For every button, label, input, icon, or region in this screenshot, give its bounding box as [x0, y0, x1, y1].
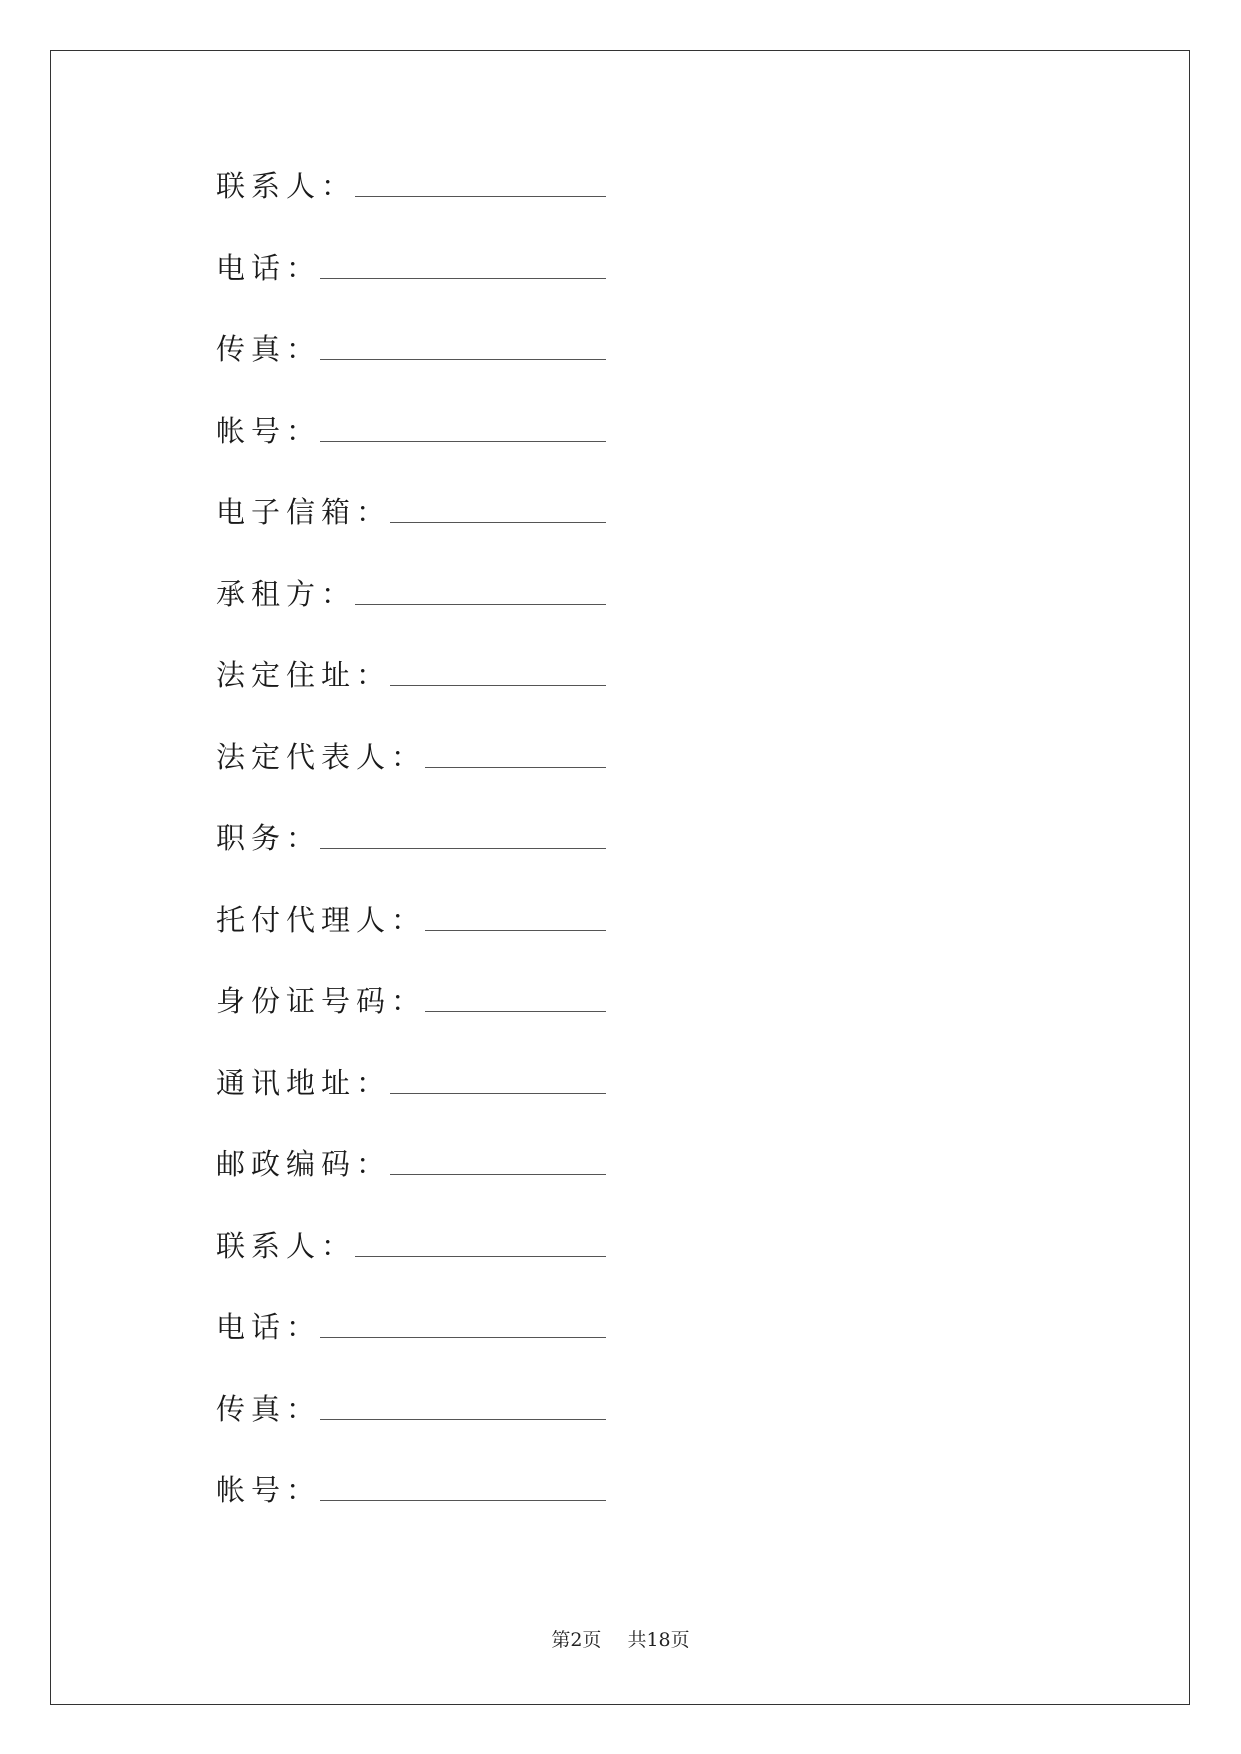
fill-in-blank[interactable]: [320, 1301, 606, 1338]
fill-in-blank[interactable]: [425, 894, 606, 931]
fill-in-blank[interactable]: [355, 568, 606, 605]
form-row-fax-2: [216, 1391, 606, 1473]
form-row-contact-person-2: [216, 1228, 606, 1310]
field-label: 职务: [216, 821, 287, 855]
field-label: 电话: [216, 1310, 287, 1344]
form-row-account-2: [216, 1472, 606, 1554]
field-label: 法定代表人: [216, 739, 392, 774]
field-label: 邮政编码: [216, 1147, 357, 1181]
form-row-position: [216, 820, 606, 902]
field-colon: ：: [356, 658, 386, 692]
form-row-legal-address: [216, 657, 606, 739]
field-colon: ：: [286, 1391, 316, 1426]
field-label: 电子信箱: [216, 495, 357, 529]
field-label: 联系人: [216, 1228, 322, 1263]
fill-in-blank[interactable]: [425, 731, 606, 768]
fill-in-blank[interactable]: [390, 1057, 606, 1094]
form-row-lessee: [216, 576, 606, 658]
field-label: 联系人: [216, 169, 322, 203]
page-footer: [0, 1625, 1241, 1652]
field-label: 身份证号码: [216, 984, 392, 1018]
field-label: 帐号: [216, 1473, 287, 1507]
fill-in-blank[interactable]: [390, 649, 606, 686]
field-label: 托付代理人: [216, 902, 392, 937]
form-row-contact-person: [216, 168, 606, 250]
field-label: 传真: [216, 1391, 287, 1426]
page-number-total: 共18页: [627, 1629, 690, 1651]
form-row-email: [216, 494, 606, 576]
form-row-account: [216, 413, 606, 495]
field-colon: ：: [286, 332, 316, 366]
field-colon: ：: [356, 1065, 386, 1100]
field-colon: ：: [321, 576, 351, 611]
field-label: 电话: [216, 250, 287, 285]
fill-in-blank[interactable]: [320, 323, 606, 360]
fill-in-blank[interactable]: [355, 160, 606, 197]
field-colon: ：: [286, 1473, 316, 1507]
field-colon: ：: [356, 1147, 386, 1181]
field-colon: ：: [286, 821, 316, 855]
field-label: 通讯地址: [216, 1065, 357, 1100]
field-colon: ：: [391, 739, 421, 774]
fill-in-blank[interactable]: [355, 1220, 606, 1257]
field-colon: ：: [321, 169, 351, 203]
field-colon: ：: [286, 250, 316, 285]
field-label: 帐号: [216, 413, 287, 448]
field-label: 传真: [216, 332, 287, 366]
field-colon: ：: [321, 1228, 351, 1263]
form-row-id-number: [216, 983, 606, 1065]
field-colon: ：: [391, 984, 421, 1018]
fill-in-blank[interactable]: [320, 1383, 606, 1420]
fill-in-blank[interactable]: [320, 405, 606, 442]
field-colon: ：: [286, 413, 316, 448]
form-row-agent: [216, 902, 606, 984]
form-row-postal-code: [216, 1146, 606, 1228]
field-colon: ：: [286, 1310, 316, 1344]
field-colon: ：: [391, 902, 421, 937]
form-row-fax: [216, 331, 606, 413]
fill-in-blank[interactable]: [320, 242, 606, 279]
field-label: 法定住址: [216, 658, 357, 692]
form-row-phone-2: [216, 1309, 606, 1391]
form-row-mailing-address: [216, 1065, 606, 1147]
field-label: 承租方: [216, 576, 322, 611]
fill-in-blank[interactable]: [425, 975, 606, 1012]
contact-form: [216, 168, 606, 1554]
fill-in-blank[interactable]: [320, 812, 606, 849]
fill-in-blank[interactable]: [390, 486, 606, 523]
fill-in-blank[interactable]: [320, 1464, 606, 1501]
field-colon: ：: [356, 495, 386, 529]
form-row-phone: [216, 250, 606, 332]
fill-in-blank[interactable]: [390, 1138, 606, 1175]
form-row-legal-representative: [216, 739, 606, 821]
page-number-current: 第2页: [551, 1629, 602, 1651]
